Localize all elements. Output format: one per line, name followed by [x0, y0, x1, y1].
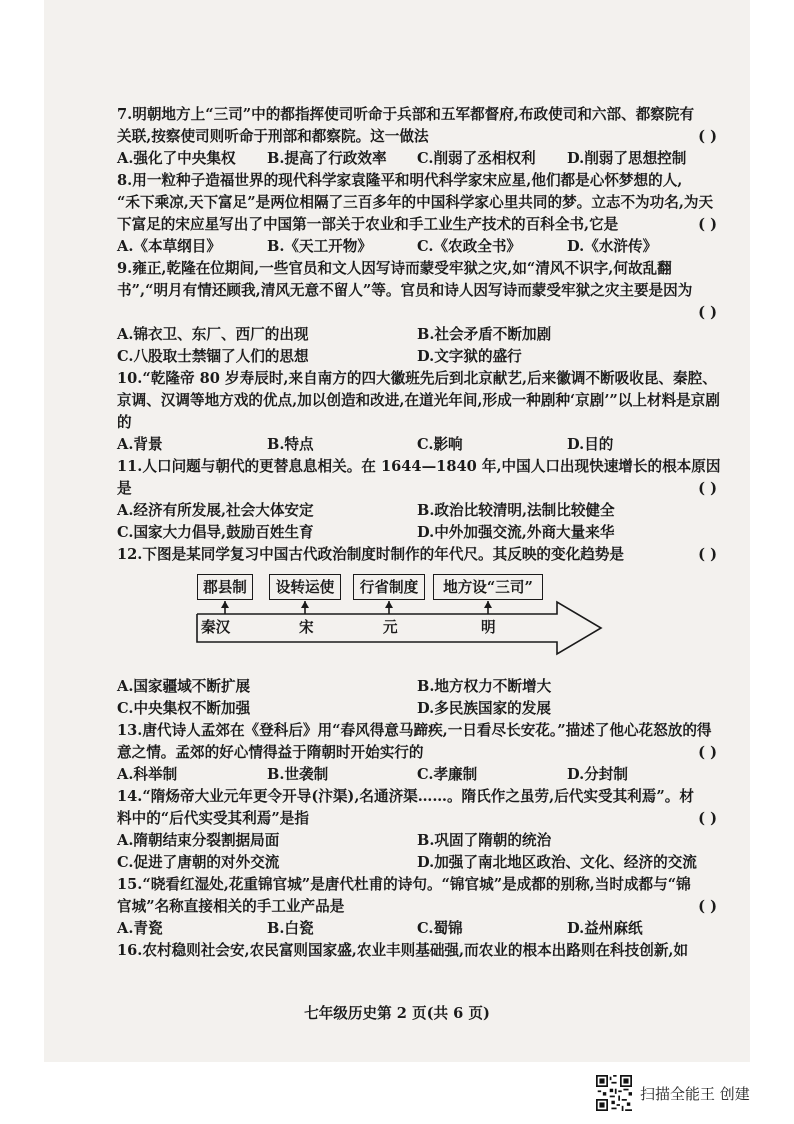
timeline-arrow-outline: [197, 602, 601, 654]
option-b: B.社会矛盾不断加剧: [417, 326, 552, 343]
option-a: A.青瓷: [117, 920, 163, 937]
answer-bracket: ( ): [698, 546, 717, 563]
option-d: D.多民族国家的发展: [417, 700, 551, 717]
question-text: 是 ( ): [117, 478, 717, 500]
question-text: 13.唐代诗人孟郊在《登科后》用“春风得意马蹄疾,一日看尽长安花。”描述了他心花怒放的得: [117, 722, 712, 739]
option-b: B.世袭制: [267, 766, 329, 783]
question-text: 16.农村稳则社会安,农民富则国家盛,农业丰则基础强,而农业的根本出路则在科技创新,如: [117, 942, 689, 959]
option-d: D.中外加强交流,外商大量来华: [417, 524, 615, 541]
era-label-qinhan: 秦汉: [201, 619, 231, 636]
option-b: B.白瓷: [267, 920, 314, 937]
question-11: [117, 456, 721, 544]
answer-bracket: ( ): [698, 216, 717, 233]
option-d: D.文字狱的盛行: [417, 348, 522, 365]
option-b: B.《天工开物》: [267, 238, 372, 255]
answer-bracket: ( ): [698, 480, 717, 497]
option-a: A.《本草纲目》: [117, 238, 221, 255]
options: [117, 236, 717, 258]
option-c: C.孝廉制: [417, 766, 478, 783]
answer-bracket: ( ): [698, 128, 717, 145]
scanner-watermark: [596, 1074, 750, 1112]
scanner-brand-label: 扫描全能王 创建: [640, 1084, 750, 1103]
timeline-box-1: 郡县制: [197, 574, 253, 600]
exam-page: [117, 104, 721, 962]
answer-bracket: ( ): [698, 744, 717, 761]
options: [117, 522, 717, 544]
question-text: 11.人口问题与朝代的更替息息相关。在 1644—1840 年,中国人口出现快速增长的根本原因: [117, 458, 721, 475]
arrowhead-3: [385, 601, 393, 608]
option-b: B.地方权力不断增大: [417, 678, 552, 695]
option-a: A.锦衣卫、东厂、西厂的出现: [117, 326, 309, 343]
question-text: 下富足的宋应星写出了中国第一部关于农业和手工业生产技术的百科全书,它是 ( ): [117, 214, 717, 236]
arrowhead-1: [221, 601, 229, 608]
option-a: A.国家疆域不断扩展: [117, 678, 251, 695]
option-a: A.背景: [117, 436, 163, 453]
page-footer: 七年级历史第 2 页(共 6 页): [304, 1005, 490, 1022]
question-text: 官城”名称直接相关的手工业产品是 ( ): [117, 896, 717, 918]
options: [117, 346, 717, 368]
timeline-box-4: 地方设“三司”: [433, 574, 543, 600]
options: [117, 764, 717, 786]
option-b: B.政治比较清明,法制比较健全: [417, 502, 615, 519]
qr-code-icon: [596, 1075, 632, 1111]
options: [117, 676, 717, 698]
timeline-box-3: 行省制度: [353, 574, 425, 600]
era-label-yuan: 元: [383, 619, 398, 636]
question-14: [117, 786, 717, 874]
option-a: A.科举制: [117, 766, 178, 783]
question-10: [117, 368, 720, 456]
question-text: 14.“隋炀帝大业元年更令开导(汴渠),名通济渠……。隋氏作之虽劳,后代实受其利焉”。材: [117, 788, 694, 805]
question-text: 料中的“后代实受其利焉”是指 ( ): [117, 808, 717, 830]
options: [117, 698, 717, 720]
options: [117, 148, 717, 170]
answer-bracket: ( ): [698, 898, 717, 915]
option-c: C.削弱了丞相权利: [417, 150, 536, 167]
option-d: D.目的: [567, 436, 614, 453]
timeline-box-2: 设转运使: [269, 574, 341, 600]
question-text: 15.“晓看红湿处,花重锦官城”是唐代杜甫的诗句。“锦官城”是成都的别称,当时成都与“锦: [117, 876, 691, 893]
question-text: 意之情。孟郊的好心情得益于隋朝时开始实行的 ( ): [117, 742, 717, 764]
option-c: C.蜀锦: [417, 920, 463, 937]
question-9: [117, 258, 717, 368]
options: [117, 830, 717, 852]
options: [117, 918, 717, 940]
question-text: 10.“乾隆帝 80 岁寿辰时,来自南方的四大徽班先后到北京献艺,后来徽调不断吸收昆、秦腔、: [117, 370, 717, 387]
question-text: 7.明朝地方上“三司”中的都指挥使司听命于兵部和五军都督府,布政使司和六部、都察院有: [117, 106, 695, 123]
answer-bracket: ( ): [698, 810, 717, 827]
question-16: [117, 940, 717, 962]
option-b: B.巩固了隋朝的统治: [417, 832, 552, 849]
question-15: [117, 874, 717, 940]
option-c: C.中央集权不断加强: [117, 700, 251, 717]
question-text: 的: [117, 414, 132, 431]
answer-bracket: ( ): [698, 304, 717, 321]
option-a: A.隋朝结束分裂割据局面: [117, 832, 280, 849]
options: [117, 324, 717, 346]
question-text: 12.下图是某同学复习中国古代政治制度时制作的年代尺。其反映的变化趋势是 ( ): [117, 544, 717, 566]
option-c: C.影响: [417, 436, 463, 453]
question-text: “禾下乘凉,天下富足”是两位相隔了三百多年的中国科学家心里共同的梦。立志不为功名,为天: [117, 194, 714, 211]
option-c: C.促进了唐朝的对外交流: [117, 854, 280, 871]
timeline-diagram: [117, 568, 717, 672]
option-c: C.八股取士禁锢了人们的思想: [117, 348, 309, 365]
option-c: C.国家大力倡导,鼓励百姓生育: [117, 524, 314, 541]
question-13: [117, 720, 717, 786]
option-a: A.经济有所发展,社会大体安定: [117, 502, 314, 519]
answer-line: [117, 302, 717, 324]
option-d: D.加强了南北地区政治、文化、经济的交流: [417, 854, 697, 871]
option-a: A.强化了中央集权: [117, 150, 236, 167]
question-12: [117, 544, 717, 720]
arrowhead-2: [301, 601, 309, 608]
options: [117, 852, 717, 874]
option-b: B.提高了行政效率: [267, 150, 387, 167]
option-d: D.削弱了思想控制: [567, 150, 687, 167]
question-text: 京调、汉调等地方戏的优点,加以创造和改进,在道光年间,形成一种剧种‘京剧’”以上材料是京剧: [117, 392, 720, 409]
options: [117, 500, 717, 522]
option-d: D.益州麻纸: [567, 920, 643, 937]
question-text: 8.用一粒种子造福世界的现代科学家袁隆平和明代科学家宋应星,他们都是心怀梦想的人,: [117, 172, 683, 189]
question-text: 9.雍正,乾隆在位期间,一些官员和文人因写诗而蒙受牢狱之灾,如“清风不识字,何故乱翻: [117, 260, 672, 277]
arrowhead-4: [484, 601, 492, 608]
options: [117, 434, 717, 456]
question-7: [117, 104, 717, 170]
option-c: C.《农政全书》: [417, 238, 522, 255]
option-d: D.分封制: [567, 766, 628, 783]
era-label-ming: 明: [481, 619, 496, 636]
option-b: B.特点: [267, 436, 314, 453]
question-text: 书”,“明月有情还顾我,清风无意不留人”等。官员和诗人因写诗而蒙受牢狱之灾主要是因为: [117, 282, 693, 299]
question-8: [117, 170, 717, 258]
question-text: 关联,按察使司则听命于刑部和都察院。这一做法 ( ): [117, 126, 717, 148]
option-d: D.《水浒传》: [567, 238, 658, 255]
era-label-song: 宋: [299, 619, 314, 636]
